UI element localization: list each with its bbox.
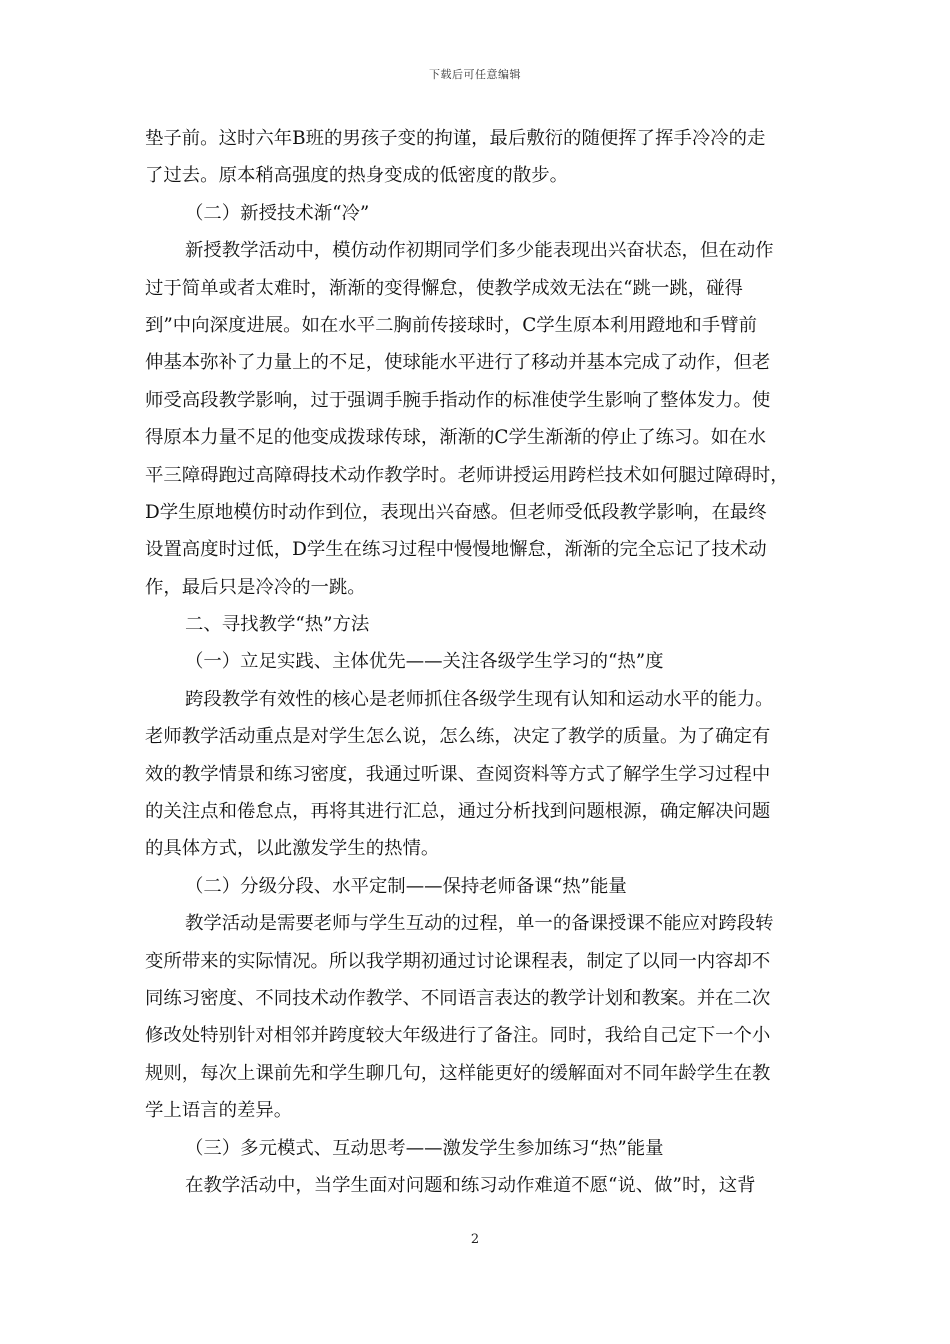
text-line: 效的教学情景和练习密度，我通过听课、查阅资料等方式了解学生学习过程中 — [145, 763, 771, 785]
text-line: 过于简单或者太难时，渐渐的变得懈怠，使教学成效无法在“跳一跳，碰得 — [145, 277, 743, 299]
document-body — [145, 120, 810, 1204]
text-line: 规则，每次上课前先和学生聊几句，这样能更好的缓解面对不同年龄学生在教 — [145, 1062, 771, 1084]
text-line: 了过去。原本稍高强度的热身变成的低密度的散步。 — [145, 165, 568, 187]
page-header: 下载后可任意编辑 — [429, 68, 521, 81]
page-number: 2 — [470, 1232, 480, 1247]
text-line: 变所带来的实际情况。所以我学期初通过讨论课程表，制定了以同一内容却不 — [145, 950, 771, 972]
text-line: 同练习密度、不同技术动作教学、不同语言表达的教学计划和教案。并在二次 — [145, 987, 771, 1009]
text-line: 伸基本弥补了力量上的不足，使球能水平进行了移动并基本完成了动作，但老 — [145, 352, 771, 374]
text-line: 教学活动是需要老师与学生互动的过程，单一的备课授课不能应对跨段转 — [185, 913, 774, 935]
text-line: （三）多元模式、互动思考——激发学生参加练习“热”能量 — [185, 1137, 664, 1159]
text-line: 设置高度时过低，D学生在练习过程中慢慢地懈怠，渐渐的完全忘记了技术动 — [145, 539, 767, 561]
text-line: 垫子前。这时六年B班的男孩子变的拘谨，最后敷衍的随便挥了挥手冷冷的走 — [145, 128, 766, 149]
text-line: 在教学活动中，当学生面对问题和练习动作难道不愿“说、做”时，这背 — [185, 1174, 756, 1196]
text-line: （一）立足实践、主体优先——关注各级学生学习的“热”度 — [185, 651, 664, 673]
text-line: 师受高段教学影响，过于强调手腕手指动作的标准使学生影响了整体发力。使 — [145, 389, 771, 411]
text-line: （二）分级分段、水平定制——保持老师备课“热”能量 — [185, 875, 627, 897]
text-line: （二）新授技术渐“冷” — [185, 202, 370, 224]
text-line: 老师教学活动重点是对学生怎么说，怎么练，决定了教学的质量。为了确定有 — [145, 726, 771, 748]
text-line: 平三障碍跑过高障碍技术动作教学时。老师讲授运用跨栏技术如何腿过障碍时， — [145, 464, 789, 486]
text-line: 到”中向深度进展。如在水平二胸前传接球时，C学生原本利用蹬地和手臂前 — [145, 314, 757, 336]
text-line: D学生原地模仿时动作到位，表现出兴奋感。但老师受低段教学影响，在最终 — [145, 501, 767, 523]
text-line: 跨段教学有效性的核心是老师抓住各级学生现有认知和运动水平的能力。 — [185, 688, 774, 710]
text-line: 的关注点和倦怠点，再将其进行汇总，通过分析找到问题根源，确定解决问题 — [145, 801, 771, 823]
text-line: 学上语言的差异。 — [145, 1100, 293, 1122]
text-line: 的具体方式，以此激发学生的热情。 — [145, 838, 440, 860]
text-line: 作，最后只是冷冷的一跳。 — [145, 576, 366, 598]
text-line: 得原本力量不足的他变成拨球传球，渐渐的C学生渐渐的停止了练习。如在水 — [145, 427, 766, 449]
text-line: 新授教学活动中，模仿动作初期同学们多少能表现出兴奋状态，但在动作 — [185, 240, 774, 262]
text-line: 修改处特别针对相邻并跨度较大年级进行了备注。同时，我给自己定下一个小 — [145, 1025, 771, 1047]
text-line: 二、寻找教学“热”方法 — [185, 614, 370, 636]
